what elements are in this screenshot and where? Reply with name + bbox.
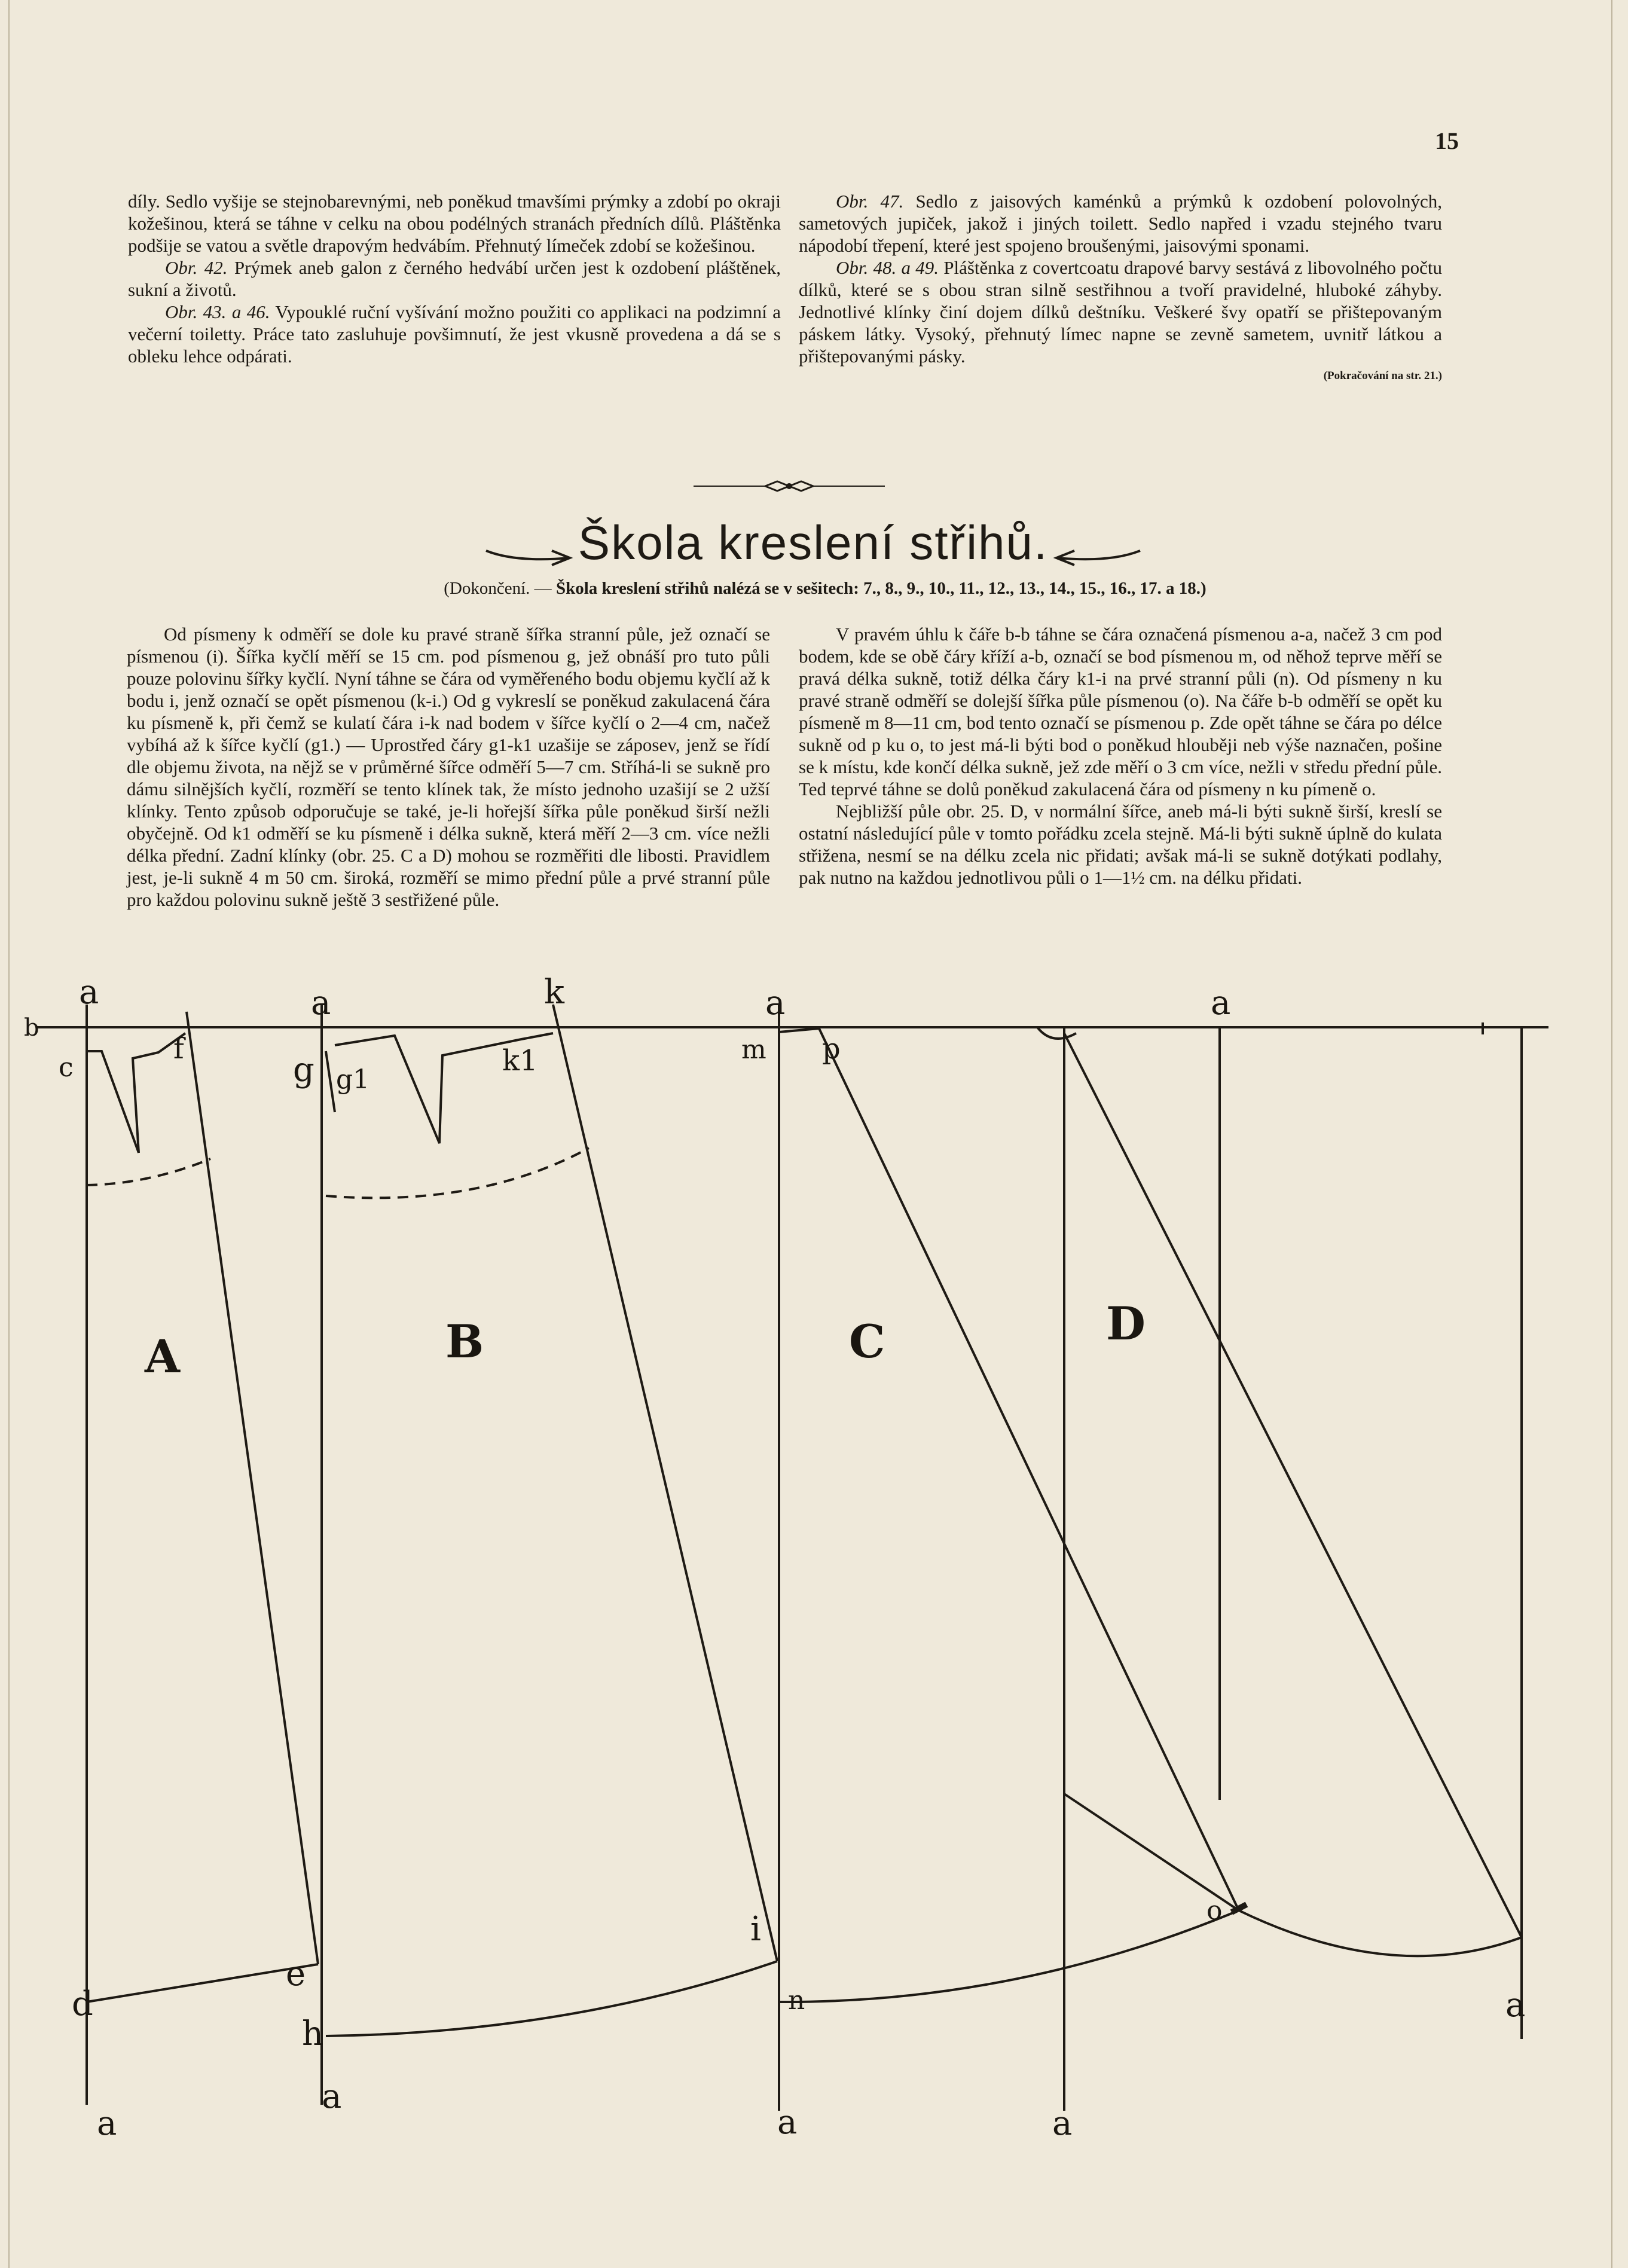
paragraph: díly. Sedlo vyšije se stejnobarevnými, neb poněkud tmavšími prýmky a zdobí po okraji kožešinou, která se táhne v celku na obou podélných stranách předních dílů. Pláštěnka podšije se vatou a světle drapovým hedvábím. Přehnutý límeček zdobí se kožešinou. [128, 191, 781, 256]
figure-label-d: D [1106, 1297, 1146, 1350]
label-f: f [173, 1032, 184, 1066]
figure-label-a: A [145, 1330, 180, 1383]
article-subtitle [227, 579, 1423, 599]
paragraph: V pravém úhlu k čáře b-b táhne se čára označená písmenou a-a, načež 3 cm pod bodem, kde se obě čáry kříží a-b, označí se bod písmenou m, od něhož teprve měří se pravá délka sukně, totiž délka čáry k1-i na prvé stranní půli (n). Od písmeny n ku pravé straně odměří se dolejší šířka půle písmenou (o). Na čáře b-b odměří se opět ku písmeně m 8—11 cm, bod tento označí se písmenou p. Zde opět táhne se čára po délce sukně od p ku o, to jest má-li býti bod o poněkud hlouběji neb výše naznačen, pošine se k místu, kde končí délka sukně, jež zde měří o 3 cm více, nežli v středu přední půle. Ted teprvé táhne se dolů poněkud zakulacená čára od písmeny n ku pímeně o. [799, 624, 1442, 799]
piece-a-side-seam [187, 1012, 318, 1964]
piece-a-waist [87, 1051, 139, 1153]
piece-b-edge [326, 1051, 335, 1112]
label-c: c [59, 1052, 74, 1083]
piece-b-hem [326, 1961, 777, 2036]
label-g1: g1 [336, 1064, 370, 1095]
piece-c-side [779, 1028, 1239, 1910]
article-title-row [323, 513, 1303, 579]
figure-ref: Obr. 42. [165, 257, 228, 278]
top-right-column [799, 190, 1442, 387]
label-a: a [97, 2104, 117, 2143]
label-p: p [822, 1032, 841, 1066]
ornament-divider [694, 478, 885, 494]
subtitle-lead: (Dokončení. — [444, 579, 556, 598]
arrow-left-icon [1050, 545, 1146, 569]
piece-a-hem [87, 1964, 318, 2002]
piece-d-diagonal [1064, 1794, 1239, 1910]
label-a: a [777, 2103, 798, 2142]
label-a: a [322, 2077, 342, 2116]
label-h: h [302, 2014, 324, 2053]
paragraph [799, 190, 1442, 257]
label-a: a [79, 973, 99, 1012]
paragraph [128, 301, 781, 367]
label-e: e [286, 1955, 306, 1994]
point-o-mark [1232, 1904, 1247, 1912]
label-n: n [788, 1985, 805, 2016]
piece-d-side [1064, 1033, 1522, 1937]
piece-d-hem [1239, 1910, 1522, 1956]
paragraph-text: Pláštěnka z covertcoatu drapové barvy sestává z libovolného počtu dílků, které se s obou stran silně sestřihnou a tvoří pravidelné, hluboké záhyby. Jednotlivé klínky činí dojem dílků deštníku. Veškeré švy opatří se přištepovaným páskem látky. Vysoký, přehnutý límec napne se zevně sametem, uvnitř látkou a přištepovanými pásky. [799, 257, 1443, 367]
figure-ref: Obr. 43. a 46. [165, 301, 270, 322]
figure-ref: Obr. 48. a 49. [836, 257, 939, 278]
top-left-column [128, 190, 781, 367]
label-o: o [1207, 1895, 1223, 1926]
label-k1: k1 [502, 1044, 538, 1077]
subtitle-issues: Škola kreslení střihů nalézá se v sešitech: 7., 8., 9., 10., 11., 12., 13., 14., 15., 16., 17. a 18.) [555, 579, 1207, 598]
label-a: a [1505, 1986, 1526, 2025]
figure-ref: Obr. 47. [836, 191, 904, 212]
label-a: a [311, 984, 331, 1022]
piece-b-hip-line [326, 1148, 589, 1198]
paragraph-text: Prýmek aneb galon z černého hedvábí určen jest k ozdobení pláštěnek, sukní a životů. [128, 257, 781, 300]
label-g: g [293, 1051, 314, 1089]
piece-a-hip-line [87, 1159, 210, 1185]
article-left-column [127, 623, 770, 911]
paragraph [799, 257, 1442, 367]
continuation-note: (Pokračování na str. 21.) [1323, 370, 1442, 382]
label-i: i [750, 1910, 761, 1949]
paragraph: Nejbližší půle obr. 25. D, v normální šířce, aneb má-li býti sukně širší, kreslí se ostatní následující půle v tomto pořádku zcela stejně. Má-li býti sukně úplně do kulata střižena, nesmí se na délku zcela nic přidati; avšak má-li se sukně dotýkati podlahy, pak nutno na každou jednotlivou půli o 1—1½ cm. na délku přidati. [799, 801, 1442, 888]
label-b: b [24, 1014, 39, 1042]
figure-label-b: B [445, 1315, 484, 1368]
arrow-right-icon [480, 545, 576, 569]
label-m: m [741, 1034, 766, 1065]
page-number: 15 [1435, 127, 1459, 154]
article-right-column [799, 623, 1442, 889]
paragraph-text: Sedlo z jaisových kaménků a prýmků k ozdobení polovolných, sametových jupiček, jakož i jiných toilett. Sedlo napřed i vzadu stejného tvaru nápodobí třepení, které jest spojeno broušenými, jaisovými sponami. [799, 191, 1443, 256]
label-d: d [72, 1985, 93, 2023]
skirt-pattern-diagram [0, 969, 1628, 2230]
paragraph [128, 257, 781, 301]
article-title: Škola kreslení střihů. [578, 516, 1049, 569]
label-a: a [765, 984, 786, 1022]
paragraph: Od písmeny k odměří se dole ku pravé straně šířka stranní půle, jež označí se písmenou (i). Šířka kyčlí měří se 15 cm. pod písmenou g, jež obnáší pro tuto půli pouze polovinu šířky kyčlí. Nyní táhne se čára od vyměřeného bodu objemu kyčlí až k bodu i, jenž označí se opět písmenou (k-i.) Od g vykreslí se poněkud zakulacená čára ku písmeně k, při čemž se kulatí čára i-k nad bodem v šířce kyčlí o 2—4 cm, načež vybíhá až k šířce kyčlí (g1.) — Uprostřed čáry g1-k1 uzašije se záposev, jenž se řídí dle objemu života, na nějž se v průměrné šířce odměří 5—7 cm. Stříhá-li se sukně pro dámu silnějších kyčlí, rozměří se tento klínek tak, že místo jednoho uzašijí se 2 užší klínky. Tento způsob odporučuje se také, je-li hořejší šířka půle poněkud širší nežli obyčejně. Od k1 odměří se ku písmeně i délka sukně, která měří 2—3 cm. více nežli délka přední. Zadní klínky (obr. 25. C a D) mohou se rozměřiti dle libosti. Pravidlem jest, je-li sukně 4 m 50 cm. široká, rozměří se mimo přední půle a prvé stranní půle pro každou polovinu sukně ještě 3 sestřižené půle. [127, 624, 770, 910]
paragraph-text: Vypouklé ruční vyšívání možno použiti co applikaci na podzimní a večerní toiletty. Práce tato zasluhuje povšimnutí, že jest vkusně provedena a dá se s obleku lehce odpárati. [128, 301, 781, 367]
label-a: a [1052, 2104, 1073, 2143]
label-k: k [544, 973, 564, 1012]
piece-d-waist [1037, 1027, 1076, 1039]
piece-c-hem [779, 1910, 1239, 2002]
figure-label-c: C [849, 1315, 885, 1368]
label-a: a [1211, 984, 1231, 1022]
